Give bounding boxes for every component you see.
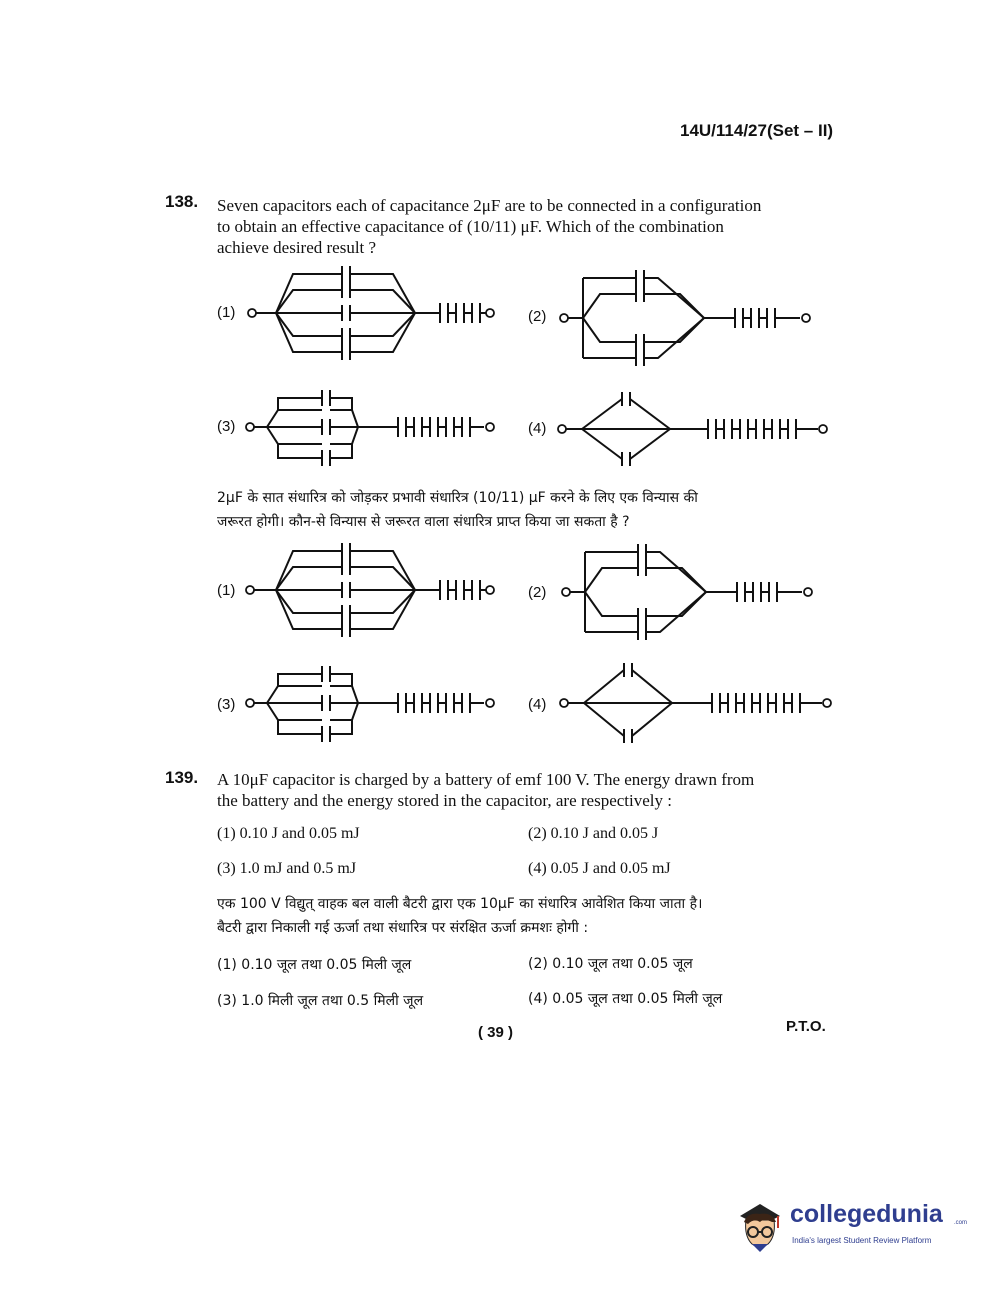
collegedunia-logo [734, 1196, 968, 1256]
question-139-hindi [217, 892, 702, 940]
option-3-hindi: (3) 1.0 मिली जूल तथा 0.5 मिली जूल [217, 993, 424, 1009]
option-label: (3) [217, 418, 236, 435]
question-139-text [217, 769, 754, 811]
option-label: (1) [217, 582, 236, 599]
option-label: (2) [528, 308, 547, 325]
option-label: (4) [528, 420, 547, 437]
text-line: जरूरत होगी। कौन-से विन्यास से जरूरत वाला संधारित्र प्राप्त किया जा सकता है ? [217, 514, 630, 530]
text-line: बैटरी द्वारा निकाली गई ऊर्जा तथा संधारित्र पर संरक्षित ऊर्जा क्रमशः होगी : [217, 920, 589, 936]
option-label: (3) [217, 696, 236, 713]
option-4: (4) 0.05 J and 0.05 mJ [528, 860, 671, 877]
text-line: achieve desired result ? [217, 238, 377, 257]
text-line: एक 100 V विद्युत् वाहक बल वाली बैटरी द्वारा एक 10μF का संधारित्र आवेशित किया जाता है। [217, 896, 703, 912]
paper-code: 14U/114/27(Set – II) [680, 121, 834, 140]
option-1: (1) 0.10 J and 0.05 mJ [217, 825, 360, 842]
question-139-number: 139. [165, 768, 199, 787]
option-1-hindi: (1) 0.10 जूल तथा 0.05 मिली जूल [217, 957, 412, 973]
option-label: (1) [217, 304, 236, 321]
option-label: (4) [528, 696, 547, 713]
text-line: 2μF के सात संधारित्र को जोड़कर प्रभावी संधारित्र (10/11) μF करने के लिए एक विन्यास की [217, 490, 698, 506]
option-2: (2) 0.10 J and 0.05 J [528, 825, 659, 842]
option-label: (2) [528, 584, 547, 601]
text-line: the battery and the energy stored in the capacitor, are respectively : [217, 791, 672, 810]
option-3: (3) 1.0 mJ and 0.5 mJ [217, 860, 357, 877]
brand-tagline: India's largest Student Review Platform [792, 1236, 932, 1245]
option-4-hindi: (4) 0.05 जूल तथा 0.05 मिली जूल [528, 991, 723, 1007]
student-mascot-icon [734, 1200, 784, 1252]
text-line: A 10μF capacitor is charged by a battery of emf 100 V. The energy drawn from [217, 770, 755, 789]
option-2-hindi: (2) 0.10 जूल तथा 0.05 जूल [528, 956, 693, 972]
text-line: to obtain an effective capacitance of (10/11) μF. Which of the combination [217, 217, 724, 236]
question-138-number: 138. [165, 192, 199, 211]
text-line: Seven capacitors each of capacitance 2μF are to be connected in a configuration [217, 196, 762, 215]
brand-name: collegedunia [790, 1200, 943, 1228]
brand-suffix: .com [954, 1220, 968, 1226]
pto-label: P.T.O. [786, 1018, 826, 1035]
page-number: ( 39 ) [478, 1024, 514, 1041]
